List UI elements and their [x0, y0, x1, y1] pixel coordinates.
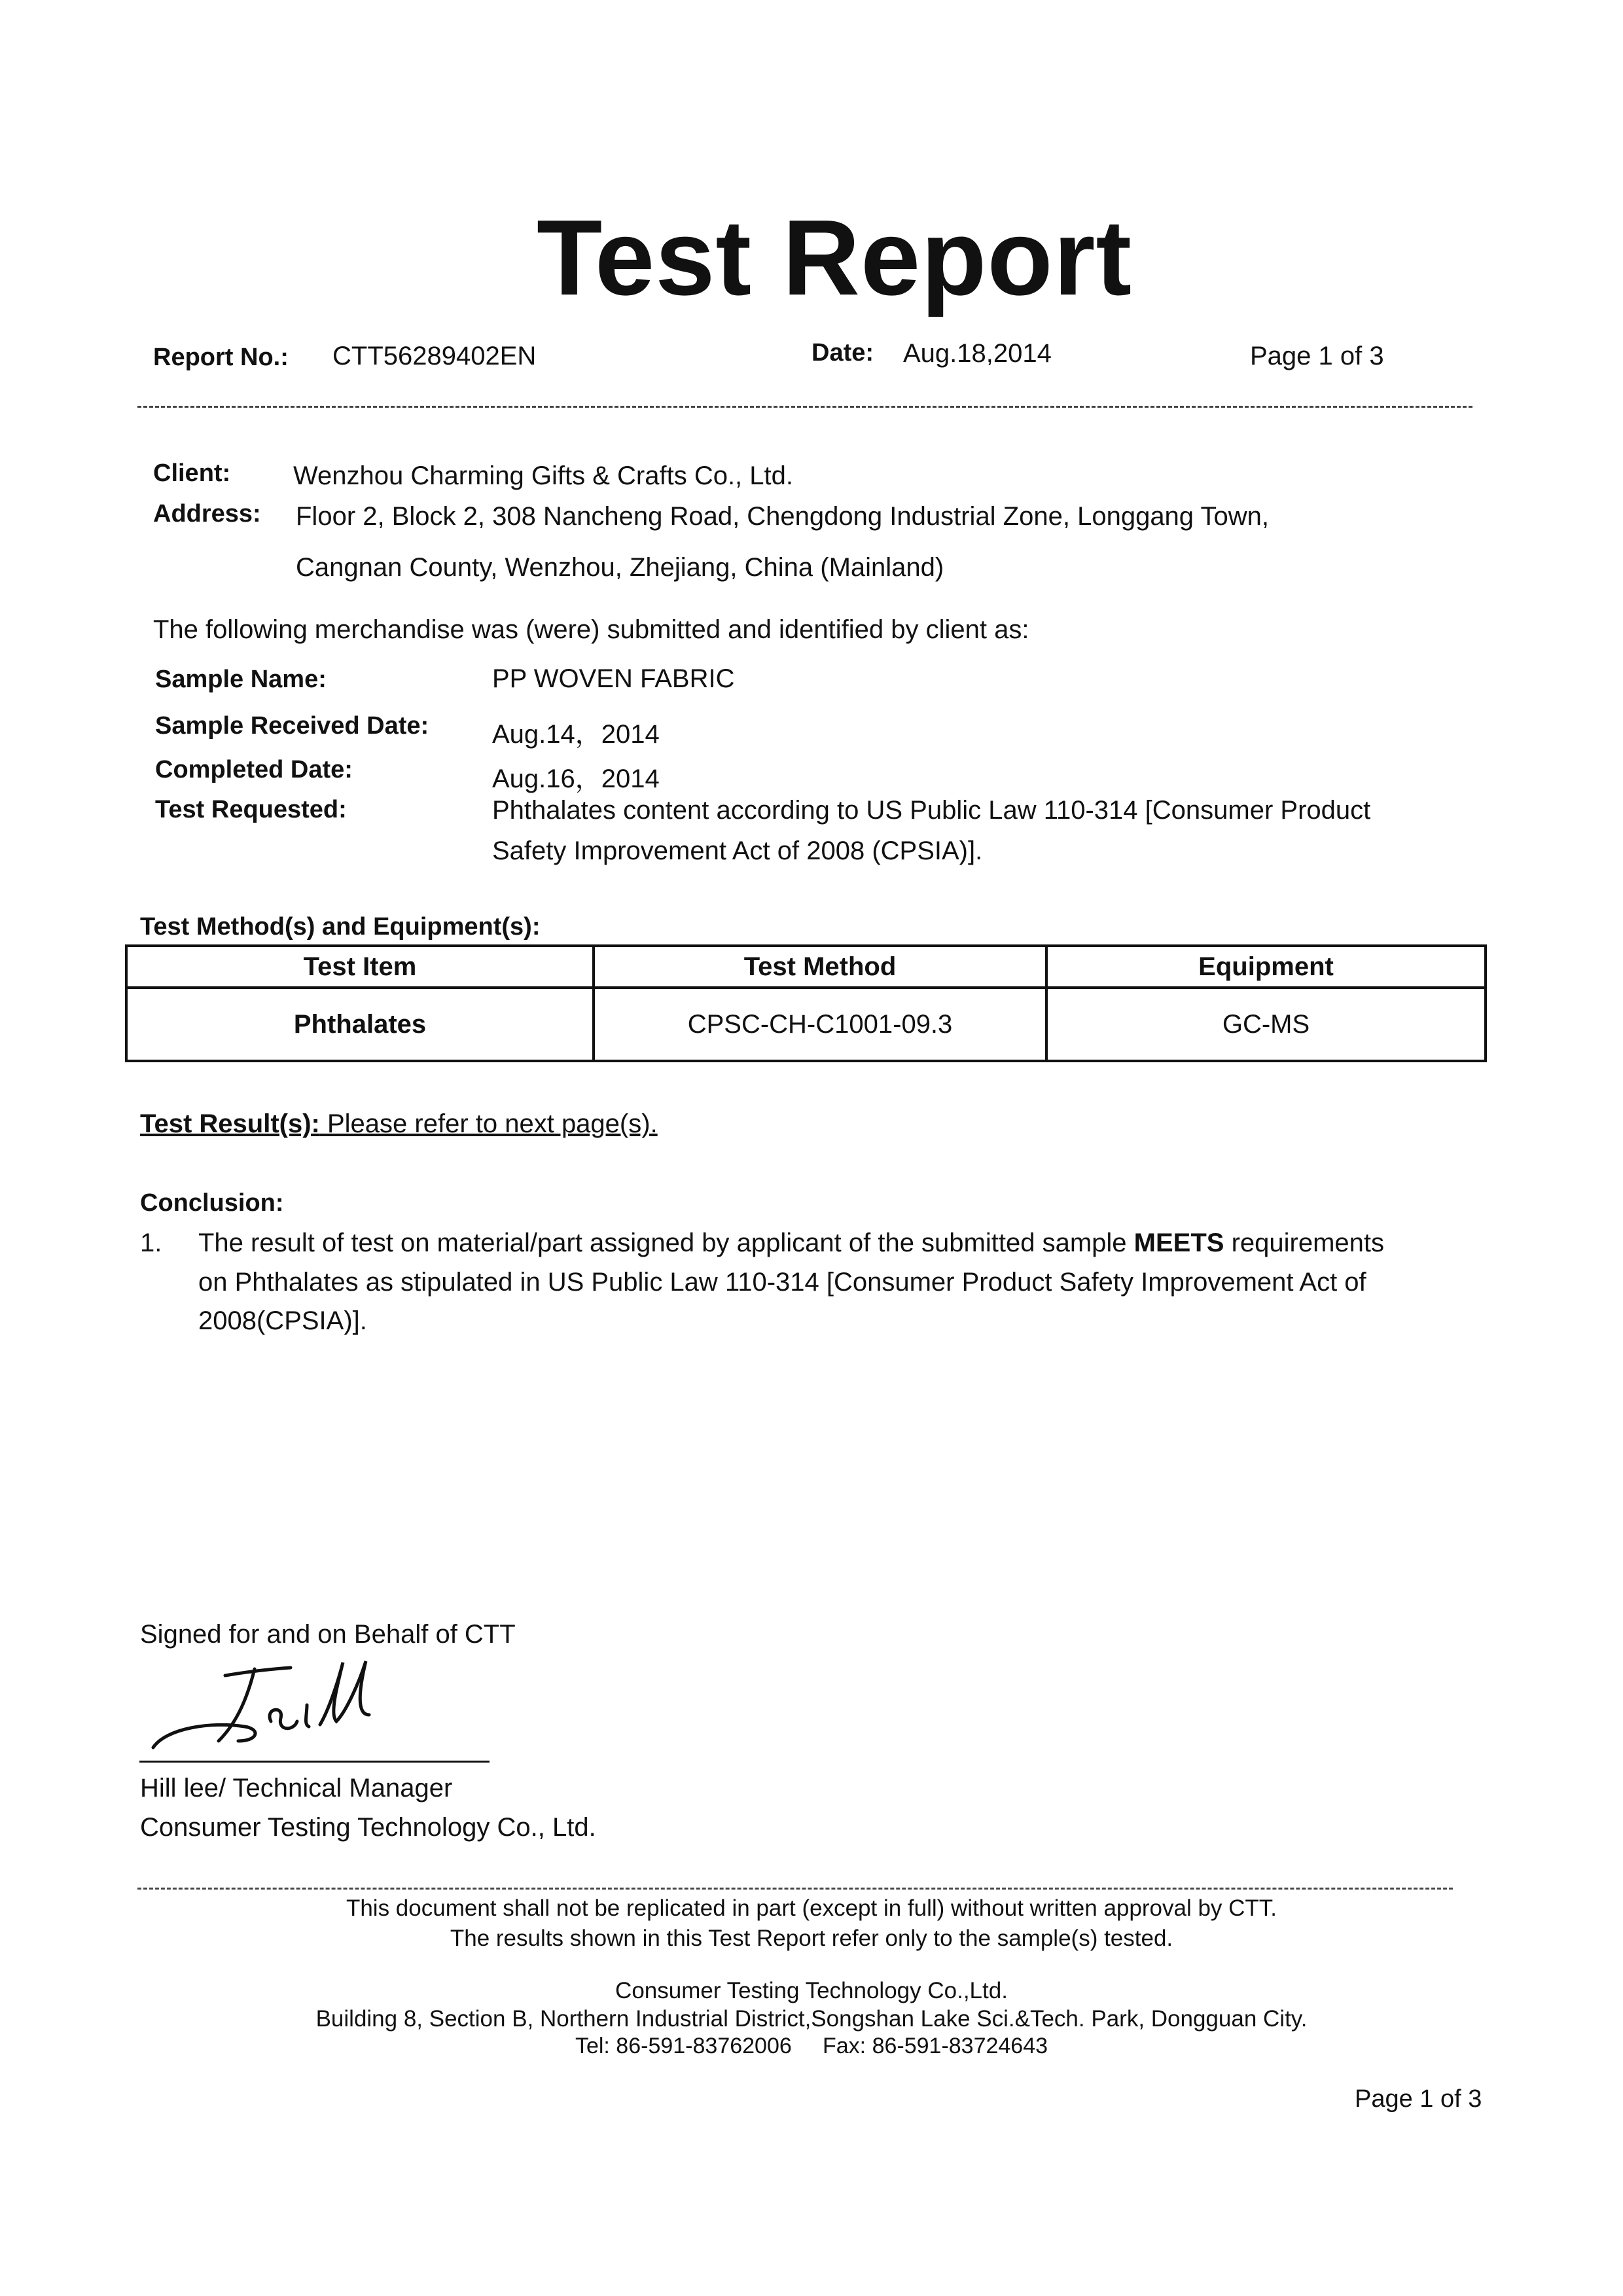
- signer-name-title: Hill lee/ Technical Manager: [140, 1774, 453, 1803]
- cell-test-item: Phthalates: [126, 988, 594, 1061]
- report-no-value: CTT56289402EN: [332, 342, 537, 370]
- page-number-footer: Page 1 of 3: [1355, 2085, 1482, 2113]
- received-date-value: Aug.14，2014: [492, 720, 660, 749]
- footer-divider: [137, 1888, 1453, 1890]
- test-requested-line-2: Safety Improvement Act of 2008 (CPSIA)].: [492, 836, 983, 865]
- column-header-test-item: Test Item: [126, 946, 594, 988]
- column-header-test-method: Test Method: [594, 946, 1046, 988]
- test-result-line: [140, 1109, 658, 1139]
- table-row: [126, 988, 1486, 1061]
- methods-table: [125, 944, 1487, 1062]
- header-divider: [137, 406, 1472, 408]
- address-line-1: Floor 2, Block 2, 308 Nancheng Road, Chengdong Industrial Zone, Longgang Town,: [296, 502, 1269, 531]
- disclaimer-line-1: This document shall not be replicated in part (except in full) without written approval by CTT.: [346, 1895, 1277, 1921]
- signer-company: Consumer Testing Technology Co., Ltd.: [140, 1813, 596, 1842]
- conclusion-line-1-end: requirements: [1231, 1229, 1385, 1257]
- signature-line: [139, 1761, 490, 1763]
- cell-test-method: CPSC-CH-C1001-09.3: [594, 988, 1046, 1061]
- report-no-label: Report No.:: [153, 344, 289, 371]
- address-line-2: Cangnan County, Wenzhou, Zhejiang, China (Mainland): [296, 553, 944, 582]
- conclusion-line-3: 2008(CPSIA)].: [198, 1306, 367, 1335]
- completed-date-value: Aug.16，2014: [492, 764, 660, 793]
- footer-contact: Tel: 86-591-83762006 Fax: 86-591-83724643: [575, 2034, 1048, 2058]
- conclusion-number: 1.: [140, 1229, 162, 1257]
- column-header-equipment: Equipment: [1046, 946, 1486, 988]
- methods-table-header: [126, 946, 1486, 988]
- client-name: Wenzhou Charming Gifts & Crafts Co., Ltd.: [293, 461, 794, 490]
- conclusion-heading: Conclusion:: [140, 1189, 284, 1217]
- date-label: Date:: [812, 339, 874, 367]
- page-number-header: Page 1 of 3: [1250, 342, 1384, 370]
- conclusion-meets: MEETS: [1133, 1229, 1224, 1257]
- signed-for-text: Signed for and on Behalf of CTT: [140, 1620, 516, 1649]
- completed-date-label: Completed Date:: [155, 756, 353, 783]
- handwritten-signature: [140, 1649, 402, 1762]
- cell-equipment: GC-MS: [1046, 988, 1486, 1061]
- test-result-text: Please refer to next page(s).: [327, 1109, 658, 1138]
- received-date-label: Sample Received Date:: [155, 712, 429, 740]
- footer-address: Building 8, Section B, Northern Industrial District,Songshan Lake Sci.&Tech. Park, Dongguan City.: [315, 2006, 1308, 2032]
- conclusion-line-2: on Phthalates as stipulated in US Public Law 110-314 [Consumer Product Safety Improvement Act of: [198, 1268, 1366, 1297]
- date-value: Aug.18,2014: [903, 339, 1052, 368]
- conclusion-line-1-start: The result of test on material/part assigned by applicant of the submitted sample: [198, 1229, 1127, 1257]
- sample-name-value: PP WOVEN FABRIC: [492, 664, 735, 693]
- intro-text: The following merchandise was (were) submitted and identified by client as:: [153, 615, 1029, 644]
- client-label: Client:: [153, 459, 231, 487]
- test-requested-line-1: Phthalates content according to US Public Law 110-314 [Consumer Product: [492, 796, 1371, 825]
- address-label: Address:: [153, 500, 261, 528]
- disclaimer-line-2: The results shown in this Test Report refer only to the sample(s) tested.: [450, 1926, 1173, 1951]
- conclusion-line-1: [198, 1229, 1384, 1258]
- footer-company: Consumer Testing Technology Co.,Ltd.: [615, 1978, 1008, 2003]
- methods-heading: Test Method(s) and Equipment(s):: [140, 913, 541, 941]
- sample-name-label: Sample Name:: [155, 666, 327, 693]
- test-requested-label: Test Requested:: [155, 796, 347, 823]
- test-result-label: Test Result(s):: [140, 1109, 320, 1138]
- page-title: Test Report: [537, 198, 1133, 317]
